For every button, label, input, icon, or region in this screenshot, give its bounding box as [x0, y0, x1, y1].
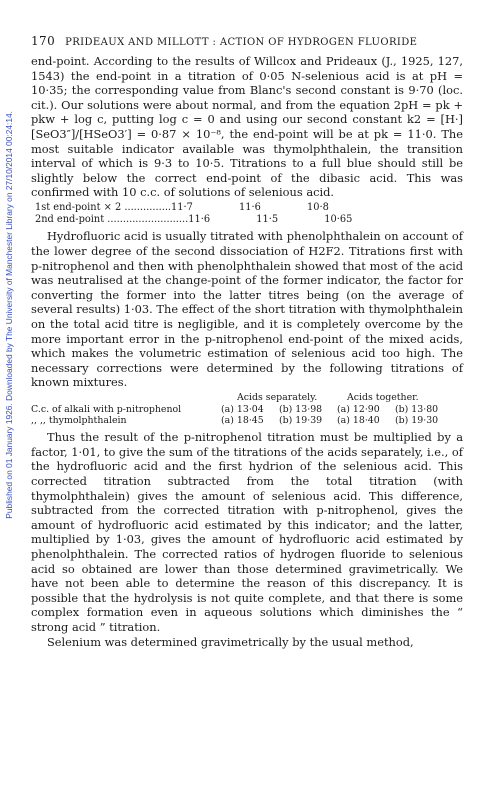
table-cell: (b) 19·39 — [279, 415, 323, 427]
table-cell: (a) 12·90 — [337, 403, 380, 415]
text-line: of hydrofluoric acid estimated by phenolphthalein. The corrected — [31, 532, 463, 562]
text-line: hydrolysis is not quite complete, and that there is some complex — [31, 590, 463, 620]
text-line: (J., 1925, 127, 1543) the end-point in a titration of 0·05 N-selenious — [31, 54, 463, 83]
text-line: 10⁻⁸, the end-point will be at pk = 11·0. The most suitable indicator — [31, 126, 463, 156]
paragraph-hydrofluoric — [31, 229, 463, 390]
table-cell: (b) 13·80 — [395, 403, 439, 415]
text-line: ratios of hydrogen fluoride to selenious acid so obtained are lower — [31, 547, 463, 576]
endpoint-table — [35, 202, 365, 226]
text-line: Titrations first with p-nitrophenol and then with phenolphthalein — [31, 243, 464, 273]
text-line: determine the reason of this discrepancy. It is possible that the — [31, 576, 463, 605]
table-cell: 10·8 — [307, 201, 329, 213]
text-line: 9·3 to 10·5. Titrations to a full blue should still be slightly below — [31, 156, 463, 185]
table-cell: 11·6 — [188, 214, 211, 226]
text-line: p-nitrophenol, gives the amount of hydrofluoric acid estimated by — [31, 503, 463, 532]
table-cell: (b) 13·98 — [279, 403, 323, 415]
table-cell: (a) 13·04 — [221, 403, 264, 415]
text-line: Selenium was determined gravimetrically by the usual method, — [47, 634, 414, 649]
text-line: of the short titration with thymolphthalein on the total acid titre — [31, 302, 463, 331]
text-line: necessary corrections were determined by the following titrations of — [31, 360, 463, 375]
text-line: 10 c.c. of solutions of selenious acid. — [122, 185, 335, 200]
text-line: Thus the result of the p-nitrophenol titration must be multiplied — [47, 430, 432, 445]
text-line: the former indicator, the factor for converting the former into the — [31, 273, 463, 302]
download-stamp — [2, 30, 16, 600]
text-line: error in the p-nitrophenol end-point of the mixed acids, which — [31, 331, 463, 361]
text-line: showed that most of the acid was neutralised at the change-point of — [31, 258, 464, 288]
running-title: PRIDEAUX AND MILLOTT : ACTION OF HYDROGEN FLUORIDE — [65, 37, 418, 48]
text-line: makes the volumetric estimation of selenious acid too high. The — [71, 346, 463, 361]
text-line: than those determined gravimetrically. We have not been able to — [31, 561, 464, 591]
text-line: this indicator; and the latter, multiplied by 1·03, gives the amount — [31, 517, 464, 547]
table-cell: 11·6 — [239, 201, 261, 213]
table-cell: (b) 19·30 — [395, 415, 439, 427]
running-header — [31, 34, 463, 48]
text-line: acid. This difference, subtracted from the corrected titration with — [31, 488, 464, 518]
table-row — [35, 214, 365, 226]
text-line: Hydrofluoric acid is usually titrated with phenolphthalein on — [47, 229, 399, 244]
download-stamp-text: Published on 01 January 1926. Downloaded by The University of Manchester Library on 27/10/2014 00:24:14. — [4, 111, 14, 519]
text-line: acid ” titration. — [71, 619, 161, 634]
text-line: end-point. According to the results of Willcox and Prideaux — [31, 54, 378, 68]
text-line: latter titres being (on the average of several results) 1·03. The effect — [31, 287, 464, 317]
column-header: Acids together. — [347, 391, 419, 403]
paper-page — [31, 34, 463, 649]
column-header: Acids separately. — [237, 391, 318, 403]
text-line: from the equation 2pH = pk + pkw + log c, putting log c = 0 and — [31, 97, 464, 127]
paragraph-endpoint — [31, 54, 463, 200]
paragraph-selenium — [31, 635, 463, 650]
row-label: C.c. of alkali with p-nitrophenol — [31, 403, 182, 415]
text-line: is negligible, and it is completely overcome by the more important — [31, 316, 463, 346]
table-cell: (a) 18·40 — [337, 415, 380, 427]
table-cell: 11·7 — [171, 201, 193, 213]
text-line: the correct end-point of the dibasic acid. This was confirmed with — [31, 170, 463, 200]
text-line: constant is 9·70 (loc. cit.). Our solutions were about normal, and — [31, 83, 463, 112]
text-line: available was thymolphthalein, the transition interval of which is — [31, 141, 463, 171]
text-line: using our second constant k2 = [H·][SeO3″]/[HSeO3′] = 0·87 × — [31, 112, 463, 141]
row-label: 1st end-point × 2 ............... — [35, 201, 172, 213]
table-header — [31, 392, 463, 404]
row-label: ,, ,, thymolphthalein — [31, 415, 127, 427]
mixtures-table — [31, 392, 463, 427]
paragraph-correction — [31, 430, 463, 634]
table-row — [31, 415, 463, 427]
table-cell: 10·65 — [324, 214, 353, 226]
text-line: separately, i.e., of the hydrofluoric acid and the first hydrion of the — [31, 444, 463, 474]
row-label: 2nd end-point .......................... — [35, 214, 189, 226]
text-line: account of the lower degree of the second dissociation of H2F2. — [31, 229, 464, 258]
text-line: formation even in aqueous solutions which diminishes the “ strong — [31, 605, 463, 634]
page-number: 170 — [31, 34, 56, 48]
text-line: acid is at pH = 10·35; the corresponding value from Blanc's second — [31, 68, 463, 98]
table-row — [35, 202, 365, 214]
table-cell: 11·5 — [256, 214, 279, 226]
text-line: known mixtures. — [31, 375, 128, 390]
text-line: titration (with thymolphthalein) gives the amount of selenious — [31, 474, 463, 503]
text-line: by a factor, 1·01, to give the sum of the titrations of the acids — [31, 430, 464, 459]
table-cell: (a) 18·45 — [221, 415, 264, 427]
text-line: selenious acid. This corrected titration subtracted from the total — [31, 459, 463, 489]
table-row — [31, 404, 463, 416]
